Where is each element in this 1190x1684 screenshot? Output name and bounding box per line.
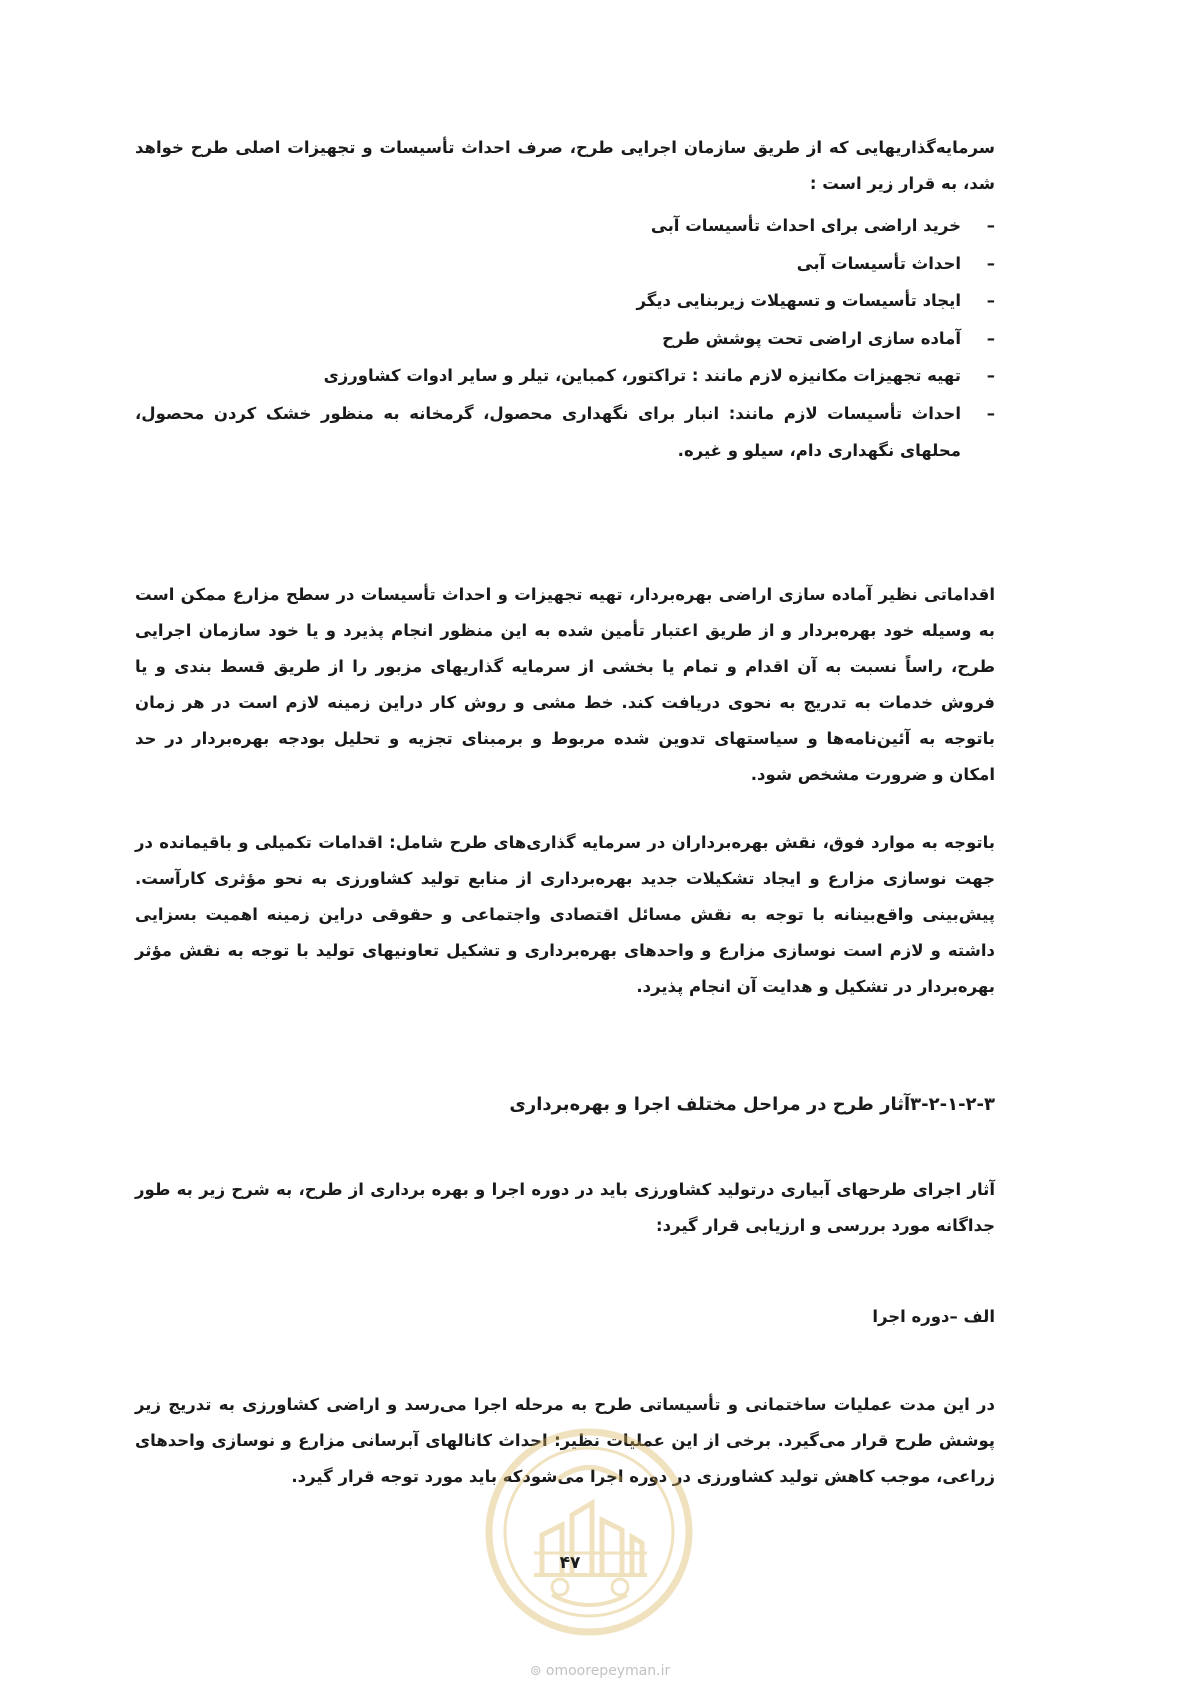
page-number: ۴۷ xyxy=(559,1553,581,1573)
seal-watermark-icon xyxy=(482,1425,697,1640)
bullet-dash: – xyxy=(986,216,995,235)
site-watermark: ⊚ omoorepeyman.ir xyxy=(529,1663,671,1679)
at-sign-icon: ⊚ xyxy=(529,1663,542,1679)
subheading-execution-period: الف –دوره اجرا xyxy=(872,1307,995,1326)
paragraph-farm-preparation: اقداماتی نظیر آماده سازی اراضی بهره‌بردار، تهیه تجهیزات و احداث تأسیسات در سطح مزارع ممکن است به وسیله خود بهره‌بردار و از طریق اعتبار تأمین شده به این منظور انجام پذیرد و یا خود سازمان اجرایی طرح، راساً نسبت به آن اقدام و تمام یا بخشی از سرمایه گذاریهای مزبور را از طریق قسط بندی و یا فروش خدمات به تدریج به نحوی دریافت کند. خط مشی و روش کار دراین زمینه لازم است در هر زمان باتوجه به آئین‌نامه‌ها و سیاستهای تدوین شده مربوط و برمبنای تجزیه و تحلیل بودجه بهره‌بردار در حد امکان و ضرورت مشخص شود. xyxy=(135,585,995,784)
bullet-dash: – xyxy=(986,403,995,423)
paragraph-beneficiary-role: باتوجه به موارد فوق، نقش بهره‌برداران در سرمایه گذاری‌های طرح شامل: اقدامات تکمیلی و باقیمانده در جهت نوسازی مزارع و ایجاد تشکیلات جدید بهره‌برداری از منابع تولید کشاورزی به نحو مؤثری کارآست. پیش‌بینی واقع‌بینانه با توجه به نقش مسائل اقتصادی واجتماعی و حقوقی دراین زمینه اهمیت بسزایی داشته و لازم است نوسازی مزارع و واحدهای بهره‌برداری و تشکیل تعاونیهای تولید با توجه به نقش مؤثر بهره‌بردار در تشکیل و هدایت آن انجام پذیرد. xyxy=(135,833,995,996)
list-item: – ایجاد تأسیسات و تسهیلات زیربنایی دیگر xyxy=(135,282,995,320)
paragraph-execution: در این مدت عملیات ساختمانی و تأسیساتی طرح به مرحله اجرا می‌رسد و اراضی کشاورزی به تدریج زیر پوشش طرح قرار می‌گیرد. برخی از این عملیات نظیر: احداث کانالهای آبرسانی مزارع و نوسازی واحدهای زراعی، موجب کاهش تولید کشاورزی در دوره اجرا می‌شودکه باید مورد توجه قرار گیرد. xyxy=(135,1395,995,1486)
investment-bullet-list xyxy=(135,207,995,470)
bullet-dash: – xyxy=(986,253,995,273)
list-item: – احداث تأسیسات آبی xyxy=(135,245,995,283)
bullet-dash: – xyxy=(986,366,995,385)
section-heading: ۳-۲-۱-۲-۳آثار طرح در مراحل مختلف اجرا و بهره‌برداری xyxy=(509,1094,995,1115)
list-item: – آماده سازی اراضی تحت پوشش طرح xyxy=(135,320,995,358)
bullet-dash: – xyxy=(986,291,995,310)
list-item: – احداث تأسیسات لازم مانند: انبار برای نگهداری محصول، گرمخانه به منظور خشک کردن محصول، محلهای نگهداری دام، سیلو و غیره. xyxy=(135,395,995,470)
intro-paragraph: سرمایه‌گذاریهایی که از طریق سازمان اجرایی طرح، صرف احداث تأسیسات و تجهیزات اصلی طرح خواهد شد، به قرار زیر است : xyxy=(135,138,995,193)
paragraph-effects: آثار اجرای طرحهای آبیاری درتولید کشاورزی باید در دوره اجرا و بهره برداری از طرح، به شرح زیر به طور جداگانه مورد بررسی و ارزیابی قرار گیرد: xyxy=(135,1180,995,1235)
list-item: – تهیه تجهیزات مکانیزه لازم مانند : تراکتور، کمباین، تیلر و سایر ادوات کشاورزی xyxy=(135,357,995,395)
bullet-dash: – xyxy=(986,328,995,348)
list-item: – خرید اراضی برای احداث تأسیسات آبی xyxy=(135,207,995,245)
